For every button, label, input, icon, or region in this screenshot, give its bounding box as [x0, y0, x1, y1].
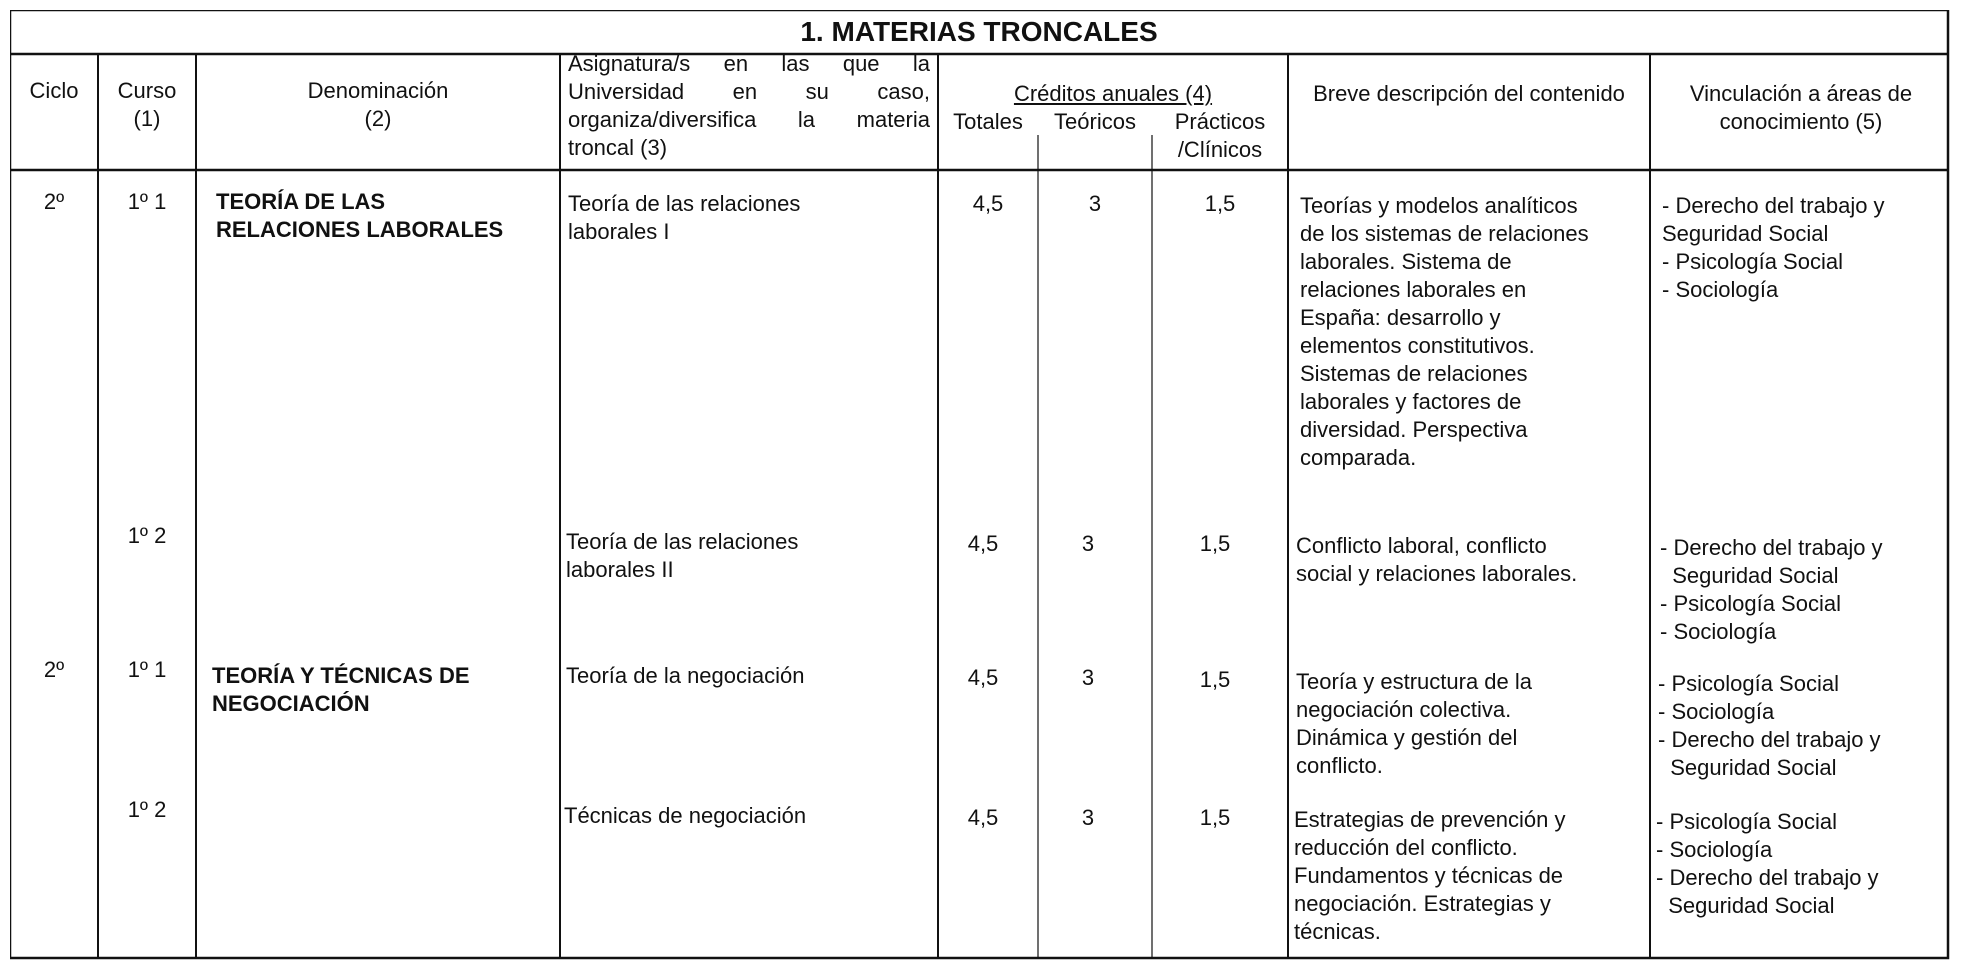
row-1-descripcion-line-7: Sistemas de relaciones	[1300, 361, 1528, 386]
row-1-descripcion-line-6: elementos constitutivos.	[1300, 333, 1535, 358]
row-2-descripcion-line-1: Conflicto laboral, conflicto	[1296, 533, 1547, 558]
row-4-vinculacion-line-3: - Derecho del trabajo y	[1656, 865, 1879, 890]
header-clinicos: /Clínicos	[1177, 137, 1263, 162]
row-4-descripcion-line-3: Fundamentos y técnicas de	[1294, 863, 1564, 888]
header-vinculacion: Vinculación a áreas de conocimiento (5)	[1689, 81, 1913, 134]
row-4-totales: 4,5	[967, 805, 999, 830]
row-1-vinculacion-line-3: - Psicología Social	[1662, 249, 1843, 274]
row-3-vinculacion-line-4: Seguridad Social	[1658, 755, 1837, 780]
row-1-descripcion-line-5: España: desarrollo y	[1300, 305, 1501, 330]
row-3-curso: 1º 1	[127, 657, 167, 682]
header-asignaturas: Asignatura/s en las que la Universidad en su caso, organiza/diversifica la materia troncal (3)	[568, 51, 930, 160]
row-2-vinculacion-line-4: - Sociología	[1660, 619, 1777, 644]
row-1-practicos: 1,5	[1204, 191, 1236, 216]
row-2-descripcion-line-2: social y relaciones laborales.	[1296, 561, 1578, 586]
row-3-teoricos: 3	[1081, 665, 1095, 690]
row-2-practicos: 1,5	[1199, 531, 1231, 556]
row-4-practicos: 1,5	[1199, 805, 1231, 830]
row-1-asignatura-line-1: Teoría de las relaciones	[568, 191, 801, 216]
row-3-denominacion-line-2: NEGOCIACIÓN	[212, 691, 370, 716]
row-1-denominacion-line-1: TEORÍA DE LAS	[216, 189, 386, 214]
header-descripcion: Breve descripción del contenido	[1313, 81, 1625, 106]
header-denominacion: Denominación	[307, 78, 449, 103]
row-1-vinculacion-line-1: - Derecho del trabajo y	[1662, 193, 1885, 218]
row-2-vinculacion-line-1: - Derecho del trabajo y	[1660, 535, 1883, 560]
header-teoricos: Teóricos	[1054, 109, 1136, 134]
row-3-descripcion-line-3: Dinámica y gestión del	[1296, 725, 1518, 750]
row-4-curso: 1º 2	[127, 797, 167, 822]
header-denominacion-note: (2)	[364, 106, 392, 131]
row-4-vinculacion-line-2: - Sociología	[1656, 837, 1773, 862]
header-curso-note: (1)	[133, 106, 161, 131]
row-2-asignatura-line-2: laborales II	[566, 557, 674, 582]
row-1-descripcion-line-10: comparada.	[1300, 445, 1417, 470]
row-1-totales: 4,5	[972, 191, 1004, 216]
row-4-vinculacion-line-1: - Psicología Social	[1656, 809, 1837, 834]
row-1-vinculacion-line-4: - Sociología	[1662, 277, 1779, 302]
row-4-descripcion-line-5: técnicas.	[1294, 919, 1381, 944]
row-1-descripcion-line-8: laborales y factores de	[1300, 389, 1522, 414]
row-4-descripcion-line-2: reducción del conflicto.	[1294, 835, 1518, 860]
row-3-practicos: 1,5	[1199, 667, 1231, 692]
row-3-descripcion-line-2: negociación colectiva.	[1296, 697, 1512, 722]
row-3-denominacion-line-1: TEORÍA Y TÉCNICAS DE	[212, 663, 470, 688]
header-totales: Totales	[953, 109, 1023, 134]
row-1-ciclo: 2º	[43, 189, 65, 214]
header-creditos: Créditos anuales (4)	[1013, 81, 1213, 106]
row-1-descripcion-line-2: de los sistemas de relaciones	[1300, 221, 1589, 246]
row-2-vinculacion-line-3: - Psicología Social	[1660, 591, 1841, 616]
row-3-descripcion-line-4: conflicto.	[1296, 753, 1383, 778]
row-1-descripcion-line-1: Teorías y modelos analíticos	[1300, 193, 1578, 218]
row-4-vinculacion-line-4: Seguridad Social	[1656, 893, 1835, 918]
row-3-descripcion-line-1: Teoría y estructura de la	[1296, 669, 1533, 694]
row-1-descripcion-line-3: laborales. Sistema de	[1300, 249, 1512, 274]
row-1-vinculacion-line-2: Seguridad Social	[1662, 221, 1829, 246]
row-2-totales: 4,5	[967, 531, 999, 556]
row-4-descripcion-line-1: Estrategias de prevención y	[1294, 807, 1566, 832]
row-3-totales: 4,5	[967, 665, 999, 690]
row-1-descripcion-line-9: diversidad. Perspectiva	[1300, 417, 1528, 442]
row-1-asignatura-line-2: laborales I	[568, 219, 670, 244]
row-2-asignatura-line-1: Teoría de las relaciones	[566, 529, 799, 554]
row-2-vinculacion-line-2: Seguridad Social	[1660, 563, 1839, 588]
header-curso: Curso	[117, 78, 177, 103]
row-3-ciclo: 2º	[43, 657, 65, 682]
row-2-curso: 1º 2	[127, 523, 167, 548]
row-4-descripcion-line-4: negociación. Estrategias y	[1294, 891, 1551, 916]
header-practicos: Prácticos	[1174, 109, 1266, 134]
row-1-descripcion-line-4: relaciones laborales en	[1300, 277, 1527, 302]
row-3-vinculacion-line-1: - Psicología Social	[1658, 671, 1839, 696]
document-page	[10, 10, 1950, 960]
row-3-asignatura-line-1: Teoría de la negociación	[566, 663, 805, 688]
row-4-asignatura-line-1: Técnicas de negociación	[564, 803, 807, 828]
row-1-denominacion-line-2: RELACIONES LABORALES	[216, 217, 504, 242]
row-1-curso: 1º 1	[127, 189, 167, 214]
row-2-teoricos: 3	[1081, 531, 1095, 556]
row-3-vinculacion-line-2: - Sociología	[1658, 699, 1775, 724]
row-1-teoricos: 3	[1088, 191, 1102, 216]
row-4-teoricos: 3	[1081, 805, 1095, 830]
header-ciclo: Ciclo	[29, 78, 79, 103]
page-title: 1. MATERIAS TRONCALES	[800, 16, 1158, 47]
row-3-vinculacion-line-3: - Derecho del trabajo y	[1658, 727, 1881, 752]
